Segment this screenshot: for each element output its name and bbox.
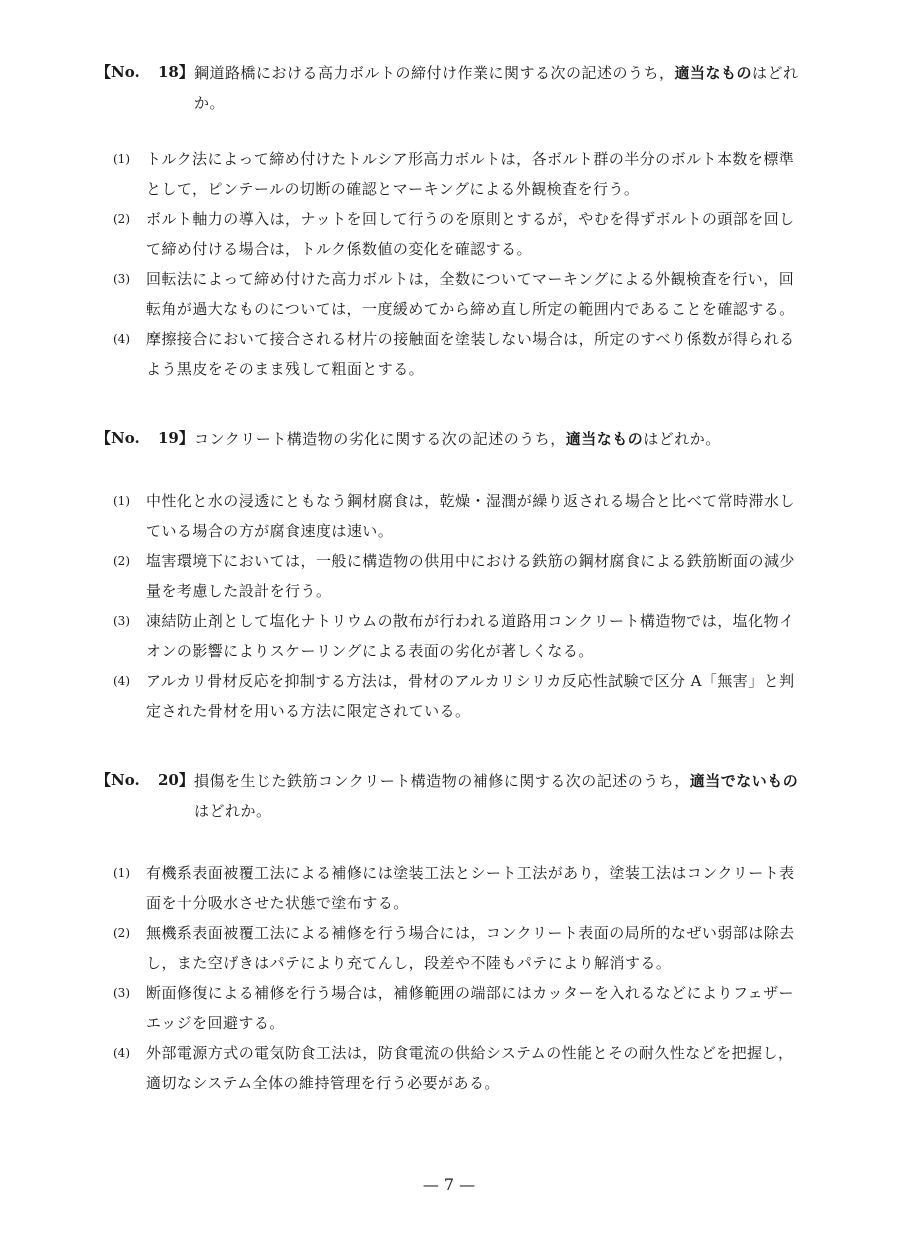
option-text: 無機系表面被覆工法による補修を行う場合には，コンクリート表面の局所的なぜい弱部は除去し，また空げきはパテにより充てんし，段差や不陸もパテにより解消する。 (146, 924, 795, 972)
question-emphasis: 適当なもの (674, 64, 753, 82)
option-item (0, 666, 898, 726)
option-number: (3) (113, 272, 130, 286)
question-text-before: 損傷を生じた鉄筋コンクリート構造物の補修に関する次の記述のうち， (194, 772, 690, 790)
option-item (0, 264, 898, 324)
option-item (0, 1038, 898, 1098)
option-text: 中性化と水の浸透にともなう鋼材腐食は，乾燥・湿潤が繰り返される場合と比べて常時滞水している場合の方が腐食速度は速い。 (146, 492, 795, 540)
question-header (0, 58, 898, 122)
question-text-after: はどれか。 (643, 430, 721, 448)
option-item (0, 858, 898, 918)
option-item (0, 546, 898, 606)
question-text (194, 58, 806, 118)
option-number: (3) (113, 614, 130, 628)
option-text: トルク法によって締め付けたトルシア形高力ボルトは，各ボルト群の半分のボルト本数を標準として，ピンテールの切断の確認とマーキングによる外観検査を行う。 (146, 150, 795, 198)
option-item (0, 918, 898, 978)
question-text-before: 鋼道路橋における高力ボルトの締付け作業に関する次の記述のうち， (194, 64, 675, 82)
question-no-value: 18】 (158, 63, 194, 81)
option-number: (2) (113, 554, 130, 568)
option-list (0, 858, 898, 1098)
option-text: 有機系表面被覆工法による補修には塗装工法とシート工法があり，塗装工法はコンクリート表面を十分吸水させた状態で塗布する。 (146, 864, 795, 912)
option-text: 凍結防止剤として塩化ナトリウムの散布が行われる道路用コンクリート構造物では，塩化物イオンの影響によりスケーリングによる表面の劣化が著しくなる。 (146, 612, 795, 660)
option-text: ボルト軸力の導入は，ナットを回して行うのを原則とするが，やむを得ずボルトの頭部を回して締め付ける場合は，トルク係数値の変化を確認する。 (146, 210, 795, 258)
question-number (96, 424, 194, 452)
question-header (0, 424, 898, 488)
question-text-after: はどれか。 (194, 64, 799, 112)
question-no-value: 19】 (158, 429, 194, 447)
question-header (0, 766, 898, 830)
question-text (194, 766, 806, 826)
option-text: アルカリ骨材反応を抑制する方法は，骨材のアルカリシリカ反応性試験で区分 A「無害」と判定された骨材を用いる方法に限定されている。 (146, 672, 795, 720)
question-no-label: 【No. (96, 429, 140, 447)
option-number: (4) (113, 674, 130, 688)
question-emphasis: 適当なもの (565, 430, 644, 448)
option-item (0, 978, 898, 1038)
option-number: (1) (113, 494, 130, 508)
option-number: (1) (113, 866, 130, 880)
option-item (0, 606, 898, 666)
question-no-value: 20】 (158, 771, 194, 789)
option-list (0, 486, 898, 726)
question-no-label: 【No. (96, 63, 140, 81)
option-item (0, 486, 898, 546)
question-number (96, 766, 194, 794)
option-number: (4) (113, 1046, 130, 1060)
question-19 (0, 424, 898, 720)
page-number: — 7 — (422, 1175, 476, 1194)
option-number: (3) (113, 986, 130, 1000)
option-number: (4) (113, 332, 130, 346)
option-list (0, 144, 898, 384)
option-number: (2) (113, 926, 130, 940)
question-18 (0, 58, 898, 378)
question-text (194, 424, 806, 454)
question-number (96, 58, 194, 86)
question-no-label: 【No. (96, 771, 140, 789)
option-number: (1) (113, 152, 130, 166)
option-item (0, 324, 898, 384)
option-text: 摩擦接合において接合される材片の接触面を塗装しない場合は，所定のすべり係数が得られるよう黒皮をそのまま残して粗面とする。 (146, 330, 795, 378)
question-emphasis: 適当でないもの (689, 772, 799, 790)
option-number: (2) (113, 212, 130, 226)
question-text-before: コンクリート構造物の劣化に関する次の記述のうち， (194, 430, 566, 448)
option-text: 断面修復による補修を行う場合は，補修範囲の端部にはカッターを入れるなどによりフェザーエッジを回避する。 (146, 984, 795, 1032)
option-text: 回転法によって締め付けた高力ボルトは，全数についてマーキングによる外観検査を行い，回転角が過大なものについては，一度緩めてから締め直し所定の範囲内であることを確認する。 (146, 270, 795, 318)
option-text: 塩害環境下においては，一般に構造物の供用中における鉄筋の鋼材腐食による鉄筋断面の減少量を考慮した設計を行う。 (146, 552, 795, 600)
question-20 (0, 766, 898, 1092)
option-item (0, 144, 898, 204)
option-text: 外部電源方式の電気防食工法は，防食電流の供給システムの性能とその耐久性などを把握し，適切なシステム全体の維持管理を行う必要がある。 (146, 1044, 794, 1092)
option-item (0, 204, 898, 264)
question-text-after: はどれか。 (194, 802, 272, 820)
